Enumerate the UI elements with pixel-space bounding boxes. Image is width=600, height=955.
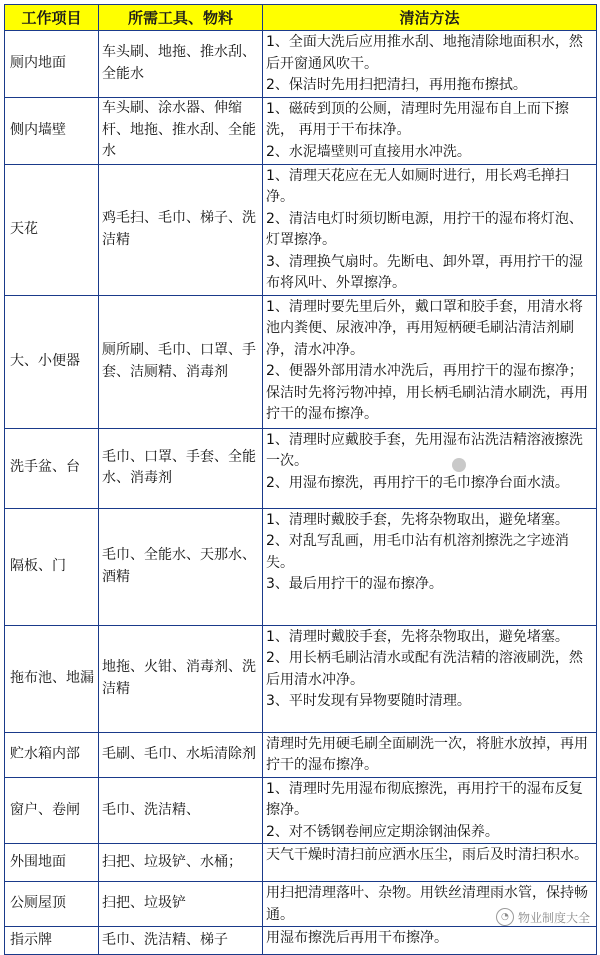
- cell-method: [263, 295, 597, 428]
- method-step: 清理时先用硬毛刷全面刷洗一次，将脏水放掉，再用拧干的湿布擦净。: [266, 735, 588, 773]
- cell-work-item: 侧内墙壁: [5, 97, 99, 164]
- watermark-center: [452, 458, 466, 472]
- method-step: 2、用湿布擦洗，再用拧干的毛巾擦净台面水渍。: [266, 474, 569, 491]
- table-row: [5, 164, 597, 295]
- cell-work-item: 隔板、门: [5, 508, 99, 625]
- method-step: 1、全面大洗后应用推水刮、地拖清除地面积水，然后开窗通风吹干。: [266, 34, 583, 72]
- cell-tools: 扫把、垃圾铲、水桶；: [99, 844, 263, 882]
- method-step: 2、对不锈钢卷闸应定期涂钢油保养。: [266, 823, 499, 840]
- cell-method: [263, 31, 597, 98]
- table-row: [5, 31, 597, 98]
- cell-method: [263, 508, 597, 625]
- header-cleaning-method: 清洁方法: [263, 5, 597, 31]
- cell-tools: 地拖、火钳、消毒剂、洗洁精: [99, 625, 263, 732]
- cell-method: [263, 164, 597, 295]
- method-step: 1、磁砖到顶的公厕，清理时先用湿布自上而下擦洗， 再用于干布抹净。: [266, 100, 569, 138]
- cleaning-methods-table: [4, 4, 597, 955]
- table-row: [5, 428, 597, 508]
- cell-tools: 毛巾、全能水、天那水、酒精: [99, 508, 263, 625]
- cell-method: [263, 732, 597, 777]
- table-header-row: [5, 5, 597, 31]
- header-tools-materials: 所需工具、物料: [99, 5, 263, 31]
- cell-tools: 毛巾、口罩、手套、全能水、消毒剂: [99, 428, 263, 508]
- table-row: [5, 777, 597, 844]
- cell-tools: 车头刷、涂水器、伸缩杆、地拖、推水刮、全能水: [99, 97, 263, 164]
- cell-method: [263, 844, 597, 882]
- method-step: 3、最后用拧干的湿布擦净。: [266, 576, 443, 592]
- method-step: 1、清理时戴胶手套，先将杂物取出，避免堵塞。: [266, 511, 569, 528]
- table-body: [5, 31, 597, 955]
- cell-work-item: 拖布池、地漏: [5, 625, 99, 732]
- method-step: 2、清洁电灯时须切断电源，用拧干的湿布将灯泡、灯罩擦净。: [266, 210, 583, 248]
- method-step: 3、清理换气扇时。先断电、卸外罩，再用拧干的湿布将风叶、外罩擦净。: [266, 253, 583, 291]
- table-row: [5, 625, 597, 732]
- cleaning-table-sheet: [4, 4, 596, 948]
- cell-tools: 毛刷、毛巾、水垢清除剂: [99, 732, 263, 777]
- cell-work-item: 贮水箱内部: [5, 732, 99, 777]
- method-step: 1、清理时先用湿布彻底擦洗，再用拧干的湿布反复擦净。: [266, 780, 583, 818]
- cell-tools: 厕所刷、毛巾、口罩、手套、洁厕精、消毒剂: [99, 295, 263, 428]
- cell-tools: 车头刷、地拖、推水刮、全能水: [99, 31, 263, 98]
- method-step: 1、清理时要先里后外，戴口罩和胶手套，用清水将池内粪便、尿液冲净，再用短柄硬毛刷沾清洁剂刷净，清水冲净。: [266, 298, 583, 358]
- cell-method: [263, 927, 597, 955]
- cell-method: [263, 625, 597, 732]
- cell-work-item: 窗户、卷闸: [5, 777, 99, 844]
- cell-work-item: 天花: [5, 164, 99, 295]
- cell-work-item: 大、小便器: [5, 295, 99, 428]
- method-step: 3、平时发现有异物要随时清理。: [266, 693, 471, 709]
- method-step: 1、清理时应戴胶手套，先用湿布沾洗洁精溶液擦洗一次。: [266, 431, 583, 469]
- cell-work-item: 洗手盆、台: [5, 428, 99, 508]
- cell-work-item: 指示牌: [5, 927, 99, 955]
- method-step: 2、保洁时先用扫把清扫，再用拖布擦拭。: [266, 77, 527, 93]
- cell-method: [263, 97, 597, 164]
- method-step: 天气干燥时清扫前应洒水压尘，雨后及时清扫积水。: [266, 847, 588, 863]
- cell-tools: 鸡毛扫、毛巾、梯子、洗洁精: [99, 164, 263, 295]
- cell-method: [263, 777, 597, 844]
- watermark: [496, 908, 590, 926]
- header-work-item: 工作项目: [5, 5, 99, 31]
- method-step: 2、便器外部用清水冲洗后，再用拧干的湿布擦净；保洁时先将污物冲掉，用长柄毛刷沾清水刷洗，再用拧干的湿布擦净。: [266, 363, 588, 422]
- method-step: 用扫把清理落叶、杂物。用铁丝清理雨水管，保持畅通。: [266, 885, 588, 923]
- table-row: [5, 927, 597, 955]
- method-step: 2、对乱写乱画，用毛巾沾有机溶剂擦洗之字迹消失。: [266, 533, 569, 571]
- wechat-icon: [452, 458, 466, 472]
- cell-tools: 毛巾、洗洁精、: [99, 777, 263, 844]
- method-step: 用湿布擦洗后再用干布擦净。: [266, 930, 448, 946]
- watermark-text: 物业制度大全: [517, 910, 590, 925]
- table-row: [5, 97, 597, 164]
- wechat-icon: ◔: [496, 908, 514, 926]
- table-row: [5, 732, 597, 777]
- cell-tools: 扫把、垃圾铲: [99, 882, 263, 927]
- method-step: 1、清理天花应在无人如厕时进行，用长鸡毛掸扫净。: [266, 167, 569, 205]
- cell-tools: 毛巾、洗洁精、梯子: [99, 927, 263, 955]
- cell-work-item: 公厕屋顶: [5, 882, 99, 927]
- method-step: 2、水泥墙壁则可直接用水冲洗。: [266, 143, 471, 160]
- cell-work-item: 厕内地面: [5, 31, 99, 98]
- cell-method: [263, 428, 597, 508]
- table-row: [5, 844, 597, 882]
- cell-work-item: 外围地面: [5, 844, 99, 882]
- table-row: [5, 295, 597, 428]
- method-step: 2、用长柄毛刷沾清水或配有洗洁精的溶液刷洗，然后用清水冲净。: [266, 650, 583, 688]
- table-row: [5, 508, 597, 625]
- method-step: 1、清理时戴胶手套，先将杂物取出，避免堵塞。: [266, 628, 569, 645]
